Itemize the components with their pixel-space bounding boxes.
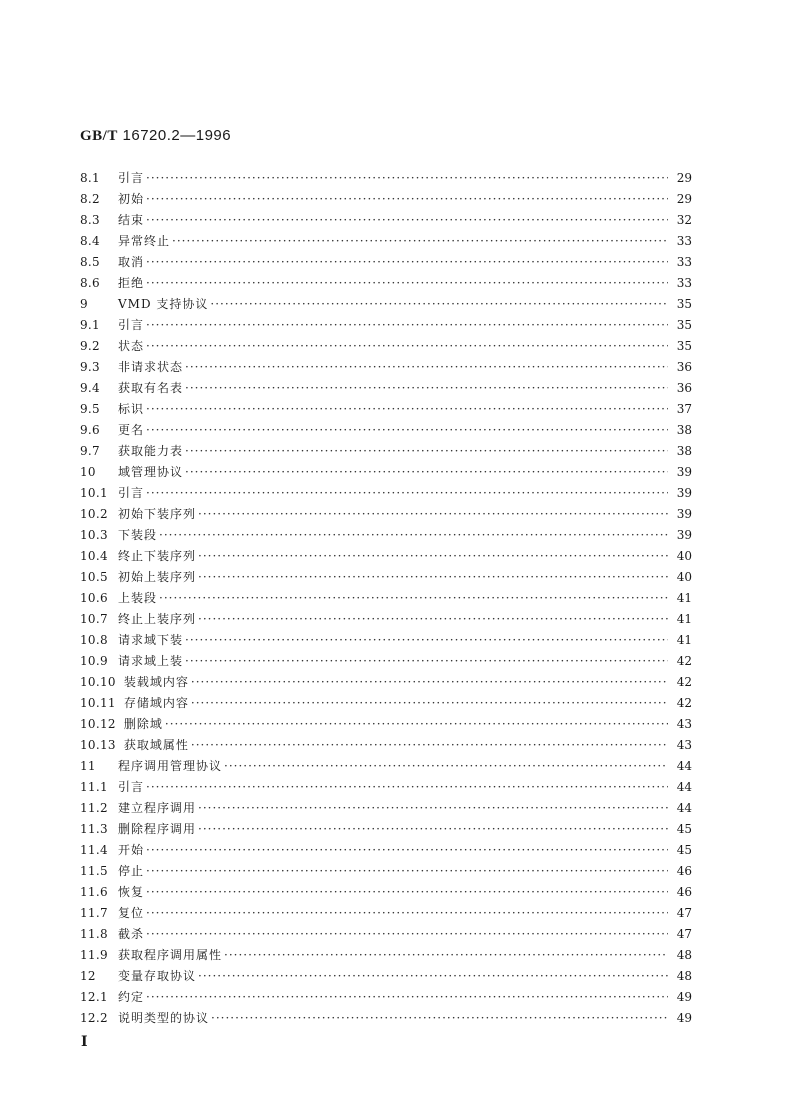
dot-leader bbox=[185, 465, 668, 479]
page-number-roman: I bbox=[81, 1034, 88, 1050]
toc-entry-number: 10.5 bbox=[80, 570, 108, 584]
toc-entry-title: 获取能力表 bbox=[118, 444, 184, 458]
toc-entry bbox=[80, 484, 692, 505]
toc-entry-title: 请求域上装 bbox=[118, 654, 184, 668]
toc-entry-title: 非请求状态 bbox=[118, 360, 184, 374]
toc-entry bbox=[80, 442, 692, 463]
toc-entry bbox=[80, 757, 692, 778]
toc-entry-page: 36 bbox=[676, 381, 692, 395]
toc-entry-title: 状态 bbox=[118, 339, 145, 353]
toc-entry-title: 存储域内容 bbox=[123, 696, 189, 710]
toc-entry-number: 8.1 bbox=[80, 171, 100, 185]
toc-entry-page: 40 bbox=[676, 549, 692, 563]
toc-entry-page: 48 bbox=[676, 948, 692, 962]
toc-entry-title: 变量存取协议 bbox=[118, 969, 197, 983]
dot-leader bbox=[146, 171, 668, 185]
toc-entry-number: 8.2 bbox=[80, 192, 100, 206]
dot-leader bbox=[172, 234, 668, 248]
toc-entry bbox=[80, 862, 692, 883]
dot-leader bbox=[224, 759, 668, 773]
toc-entry-number: 11.1 bbox=[80, 780, 108, 794]
toc-entry bbox=[80, 694, 692, 715]
toc-entry-title: 截杀 bbox=[118, 927, 145, 941]
toc-entry-page: 47 bbox=[676, 906, 692, 920]
toc-entry-title: 终止上装序列 bbox=[118, 612, 197, 626]
toc-entry bbox=[80, 169, 692, 190]
toc-entry-number: 11.9 bbox=[80, 948, 108, 962]
toc-entry-page: 39 bbox=[676, 486, 692, 500]
toc-entry bbox=[80, 925, 692, 946]
document-header bbox=[80, 127, 231, 145]
dot-leader bbox=[159, 591, 668, 605]
toc-entry-page: 48 bbox=[676, 969, 692, 983]
dot-leader bbox=[198, 969, 668, 983]
toc-entry-page: 41 bbox=[676, 612, 692, 626]
toc-entry-number: 10.2 bbox=[80, 507, 108, 521]
toc-entry-page: 39 bbox=[676, 465, 692, 479]
toc-entry-page: 38 bbox=[676, 423, 692, 437]
toc-entry-title: 说明类型的协议 bbox=[118, 1011, 210, 1025]
toc-entry bbox=[80, 526, 692, 547]
dot-leader bbox=[224, 948, 668, 962]
toc-entry-page: 35 bbox=[676, 318, 692, 332]
toc-entry-title: 拒绝 bbox=[118, 276, 145, 290]
toc-entry-number: 12.1 bbox=[80, 990, 108, 1004]
dot-leader bbox=[210, 297, 668, 311]
toc-entry bbox=[80, 715, 692, 736]
dot-leader bbox=[211, 1011, 668, 1025]
toc-entry bbox=[80, 358, 692, 379]
toc-entry-page: 41 bbox=[676, 591, 692, 605]
toc-entry-title: 标识 bbox=[118, 402, 145, 416]
standard-number: 16720.2—1996 bbox=[122, 127, 232, 144]
toc-entry-number: 10.10 bbox=[80, 675, 116, 689]
toc-entry-number: 10 bbox=[80, 465, 96, 479]
toc-entry-title: 删除域 bbox=[123, 717, 163, 731]
dot-leader bbox=[185, 381, 668, 395]
toc-entry-number: 11.4 bbox=[80, 843, 108, 857]
toc-entry bbox=[80, 946, 692, 967]
toc-entry-page: 49 bbox=[676, 990, 692, 1004]
toc-entry-page: 33 bbox=[676, 276, 692, 290]
dot-leader bbox=[146, 423, 668, 437]
toc-entry-title: 恢复 bbox=[118, 885, 145, 899]
toc-entry-title: 引言 bbox=[118, 171, 145, 185]
dot-leader bbox=[165, 717, 668, 731]
toc-entry-number: 11.6 bbox=[80, 885, 108, 899]
dot-leader bbox=[146, 780, 668, 794]
dot-leader bbox=[191, 675, 668, 689]
toc-entry-number: 10.7 bbox=[80, 612, 108, 626]
toc-entry-page: 47 bbox=[676, 927, 692, 941]
toc-entry-title: 初始下装序列 bbox=[118, 507, 197, 521]
toc-entry-number: 11.3 bbox=[80, 822, 108, 836]
toc-entry bbox=[80, 568, 692, 589]
dot-leader bbox=[146, 990, 668, 1004]
toc-entry-title: 开始 bbox=[118, 843, 145, 857]
toc-entry bbox=[80, 799, 692, 820]
toc-entry-title: 引言 bbox=[118, 780, 145, 794]
toc-entry-title: 取消 bbox=[118, 255, 145, 269]
toc-entry-title: 约定 bbox=[118, 990, 145, 1004]
toc-entry-number: 9.3 bbox=[80, 360, 100, 374]
dot-leader bbox=[146, 192, 668, 206]
toc-entry bbox=[80, 1009, 692, 1030]
toc-entry-page: 40 bbox=[676, 570, 692, 584]
toc-entry-page: 37 bbox=[676, 402, 692, 416]
toc-entry-title: 终止下装序列 bbox=[118, 549, 197, 563]
toc-entry-page: 42 bbox=[676, 675, 692, 689]
toc-entry-number: 9.1 bbox=[80, 318, 100, 332]
table-of-contents bbox=[80, 169, 692, 1030]
dot-leader bbox=[146, 255, 668, 269]
toc-entry-number: 10.3 bbox=[80, 528, 108, 542]
dot-leader bbox=[146, 213, 668, 227]
toc-entry bbox=[80, 295, 692, 316]
toc-entry-title: 获取域属性 bbox=[123, 738, 189, 752]
standard-code: GB/T bbox=[80, 128, 118, 144]
toc-entry-number: 8.6 bbox=[80, 276, 100, 290]
toc-entry-page: 35 bbox=[676, 297, 692, 311]
toc-entry-page: 46 bbox=[676, 885, 692, 899]
toc-entry-number: 8.4 bbox=[80, 234, 100, 248]
toc-entry bbox=[80, 988, 692, 1009]
dot-leader bbox=[198, 549, 668, 563]
toc-entry-page: 43 bbox=[676, 717, 692, 731]
toc-entry-number: 10.8 bbox=[80, 633, 108, 647]
toc-entry bbox=[80, 232, 692, 253]
toc-entry bbox=[80, 631, 692, 652]
toc-entry bbox=[80, 505, 692, 526]
toc-entry-page: 42 bbox=[676, 696, 692, 710]
toc-entry bbox=[80, 337, 692, 358]
dot-leader bbox=[198, 570, 668, 584]
toc-entry-number: 11.7 bbox=[80, 906, 108, 920]
toc-entry-page: 42 bbox=[676, 654, 692, 668]
toc-entry-title: 获取程序调用属性 bbox=[118, 948, 223, 962]
dot-leader bbox=[191, 738, 668, 752]
toc-entry bbox=[80, 883, 692, 904]
toc-entry-title: 结束 bbox=[118, 213, 145, 227]
toc-entry-page: 38 bbox=[676, 444, 692, 458]
dot-leader bbox=[146, 318, 668, 332]
dot-leader bbox=[191, 696, 668, 710]
toc-entry-number: 9.2 bbox=[80, 339, 100, 353]
dot-leader bbox=[146, 486, 668, 500]
toc-entry-title: 初始上装序列 bbox=[118, 570, 197, 584]
toc-entry-title: 停止 bbox=[118, 864, 145, 878]
dot-leader bbox=[185, 633, 668, 647]
toc-entry-page: 33 bbox=[676, 234, 692, 248]
toc-entry-number: 12 bbox=[80, 969, 96, 983]
toc-entry-title: 复位 bbox=[118, 906, 145, 920]
toc-entry-title: 请求域下装 bbox=[118, 633, 184, 647]
dot-leader bbox=[146, 276, 668, 290]
toc-entry bbox=[80, 673, 692, 694]
toc-entry-number: 10.6 bbox=[80, 591, 108, 605]
toc-entry-number: 9.4 bbox=[80, 381, 100, 395]
toc-entry-title: 装载域内容 bbox=[123, 675, 189, 689]
toc-entry bbox=[80, 736, 692, 757]
dot-leader bbox=[146, 339, 668, 353]
dot-leader bbox=[159, 528, 668, 542]
toc-entry-page: 41 bbox=[676, 633, 692, 647]
toc-entry-title: 获取有名表 bbox=[118, 381, 184, 395]
toc-entry bbox=[80, 652, 692, 673]
toc-entry bbox=[80, 379, 692, 400]
toc-entry-page: 29 bbox=[676, 171, 692, 185]
toc-entry bbox=[80, 463, 692, 484]
toc-entry-page: 49 bbox=[676, 1011, 692, 1025]
toc-entry-page: 32 bbox=[676, 213, 692, 227]
toc-entry-number: 10.13 bbox=[80, 738, 116, 752]
dot-leader bbox=[146, 906, 668, 920]
toc-entry-title: 更名 bbox=[118, 423, 145, 437]
toc-entry-number: 10.4 bbox=[80, 549, 108, 563]
toc-entry-page: 43 bbox=[676, 738, 692, 752]
toc-entry-number: 10.11 bbox=[80, 696, 116, 710]
dot-leader bbox=[146, 402, 668, 416]
toc-entry-page: 44 bbox=[676, 780, 692, 794]
toc-entry bbox=[80, 589, 692, 610]
dot-leader bbox=[198, 822, 668, 836]
toc-entry-title: 域管理协议 bbox=[118, 465, 184, 479]
toc-entry-title: 删除程序调用 bbox=[118, 822, 197, 836]
toc-entry-number: 11 bbox=[80, 759, 96, 773]
toc-entry bbox=[80, 421, 692, 442]
toc-entry-page: 44 bbox=[676, 801, 692, 815]
toc-entry-page: 35 bbox=[676, 339, 692, 353]
toc-entry bbox=[80, 820, 692, 841]
toc-entry-page: 29 bbox=[676, 192, 692, 206]
toc-entry-title: 初始 bbox=[118, 192, 145, 206]
toc-entry bbox=[80, 904, 692, 925]
toc-entry bbox=[80, 316, 692, 337]
dot-leader bbox=[185, 654, 668, 668]
toc-entry bbox=[80, 967, 692, 988]
toc-entry bbox=[80, 778, 692, 799]
toc-entry bbox=[80, 211, 692, 232]
toc-entry-number: 11.8 bbox=[80, 927, 108, 941]
toc-entry-number: 9.5 bbox=[80, 402, 100, 416]
toc-entry-number: 9 bbox=[80, 297, 88, 311]
toc-entry-title: 异常终止 bbox=[118, 234, 171, 248]
toc-entry-number: 11.5 bbox=[80, 864, 108, 878]
toc-entry-number: 10.9 bbox=[80, 654, 108, 668]
toc-entry-page: 33 bbox=[676, 255, 692, 269]
toc-entry bbox=[80, 274, 692, 295]
toc-entry-number: 10.12 bbox=[80, 717, 116, 731]
toc-entry-number: 10.1 bbox=[80, 486, 108, 500]
toc-entry-number: 8.3 bbox=[80, 213, 100, 227]
toc-entry-title: 程序调用管理协议 bbox=[118, 759, 223, 773]
toc-entry bbox=[80, 547, 692, 568]
dot-leader bbox=[185, 360, 668, 374]
dot-leader bbox=[185, 444, 668, 458]
toc-entry-page: 39 bbox=[676, 507, 692, 521]
toc-entry-title: VMD 支持协议 bbox=[118, 297, 209, 311]
dot-leader bbox=[198, 507, 668, 521]
toc-entry-page: 36 bbox=[676, 360, 692, 374]
toc-entry-title: 上装段 bbox=[118, 591, 158, 605]
toc-entry bbox=[80, 190, 692, 211]
toc-entry-number: 12.2 bbox=[80, 1011, 108, 1025]
dot-leader bbox=[146, 885, 668, 899]
dot-leader bbox=[198, 612, 668, 626]
toc-entry-page: 44 bbox=[676, 759, 692, 773]
toc-entry-title: 建立程序调用 bbox=[118, 801, 197, 815]
toc-entry-title: 下装段 bbox=[118, 528, 158, 542]
toc-entry bbox=[80, 400, 692, 421]
toc-entry-number: 8.5 bbox=[80, 255, 100, 269]
toc-entry-page: 46 bbox=[676, 864, 692, 878]
toc-entry-page: 45 bbox=[676, 843, 692, 857]
dot-leader bbox=[146, 843, 668, 857]
dot-leader bbox=[146, 864, 668, 878]
dot-leader bbox=[198, 801, 668, 815]
toc-entry bbox=[80, 841, 692, 862]
toc-entry-title: 引言 bbox=[118, 318, 145, 332]
toc-entry bbox=[80, 610, 692, 631]
toc-entry-number: 9.6 bbox=[80, 423, 100, 437]
dot-leader bbox=[146, 927, 668, 941]
toc-entry-number: 9.7 bbox=[80, 444, 100, 458]
toc-entry-page: 45 bbox=[676, 822, 692, 836]
toc-entry-page: 39 bbox=[676, 528, 692, 542]
toc-entry-number: 11.2 bbox=[80, 801, 108, 815]
toc-entry-title: 引言 bbox=[118, 486, 145, 500]
toc-entry bbox=[80, 253, 692, 274]
